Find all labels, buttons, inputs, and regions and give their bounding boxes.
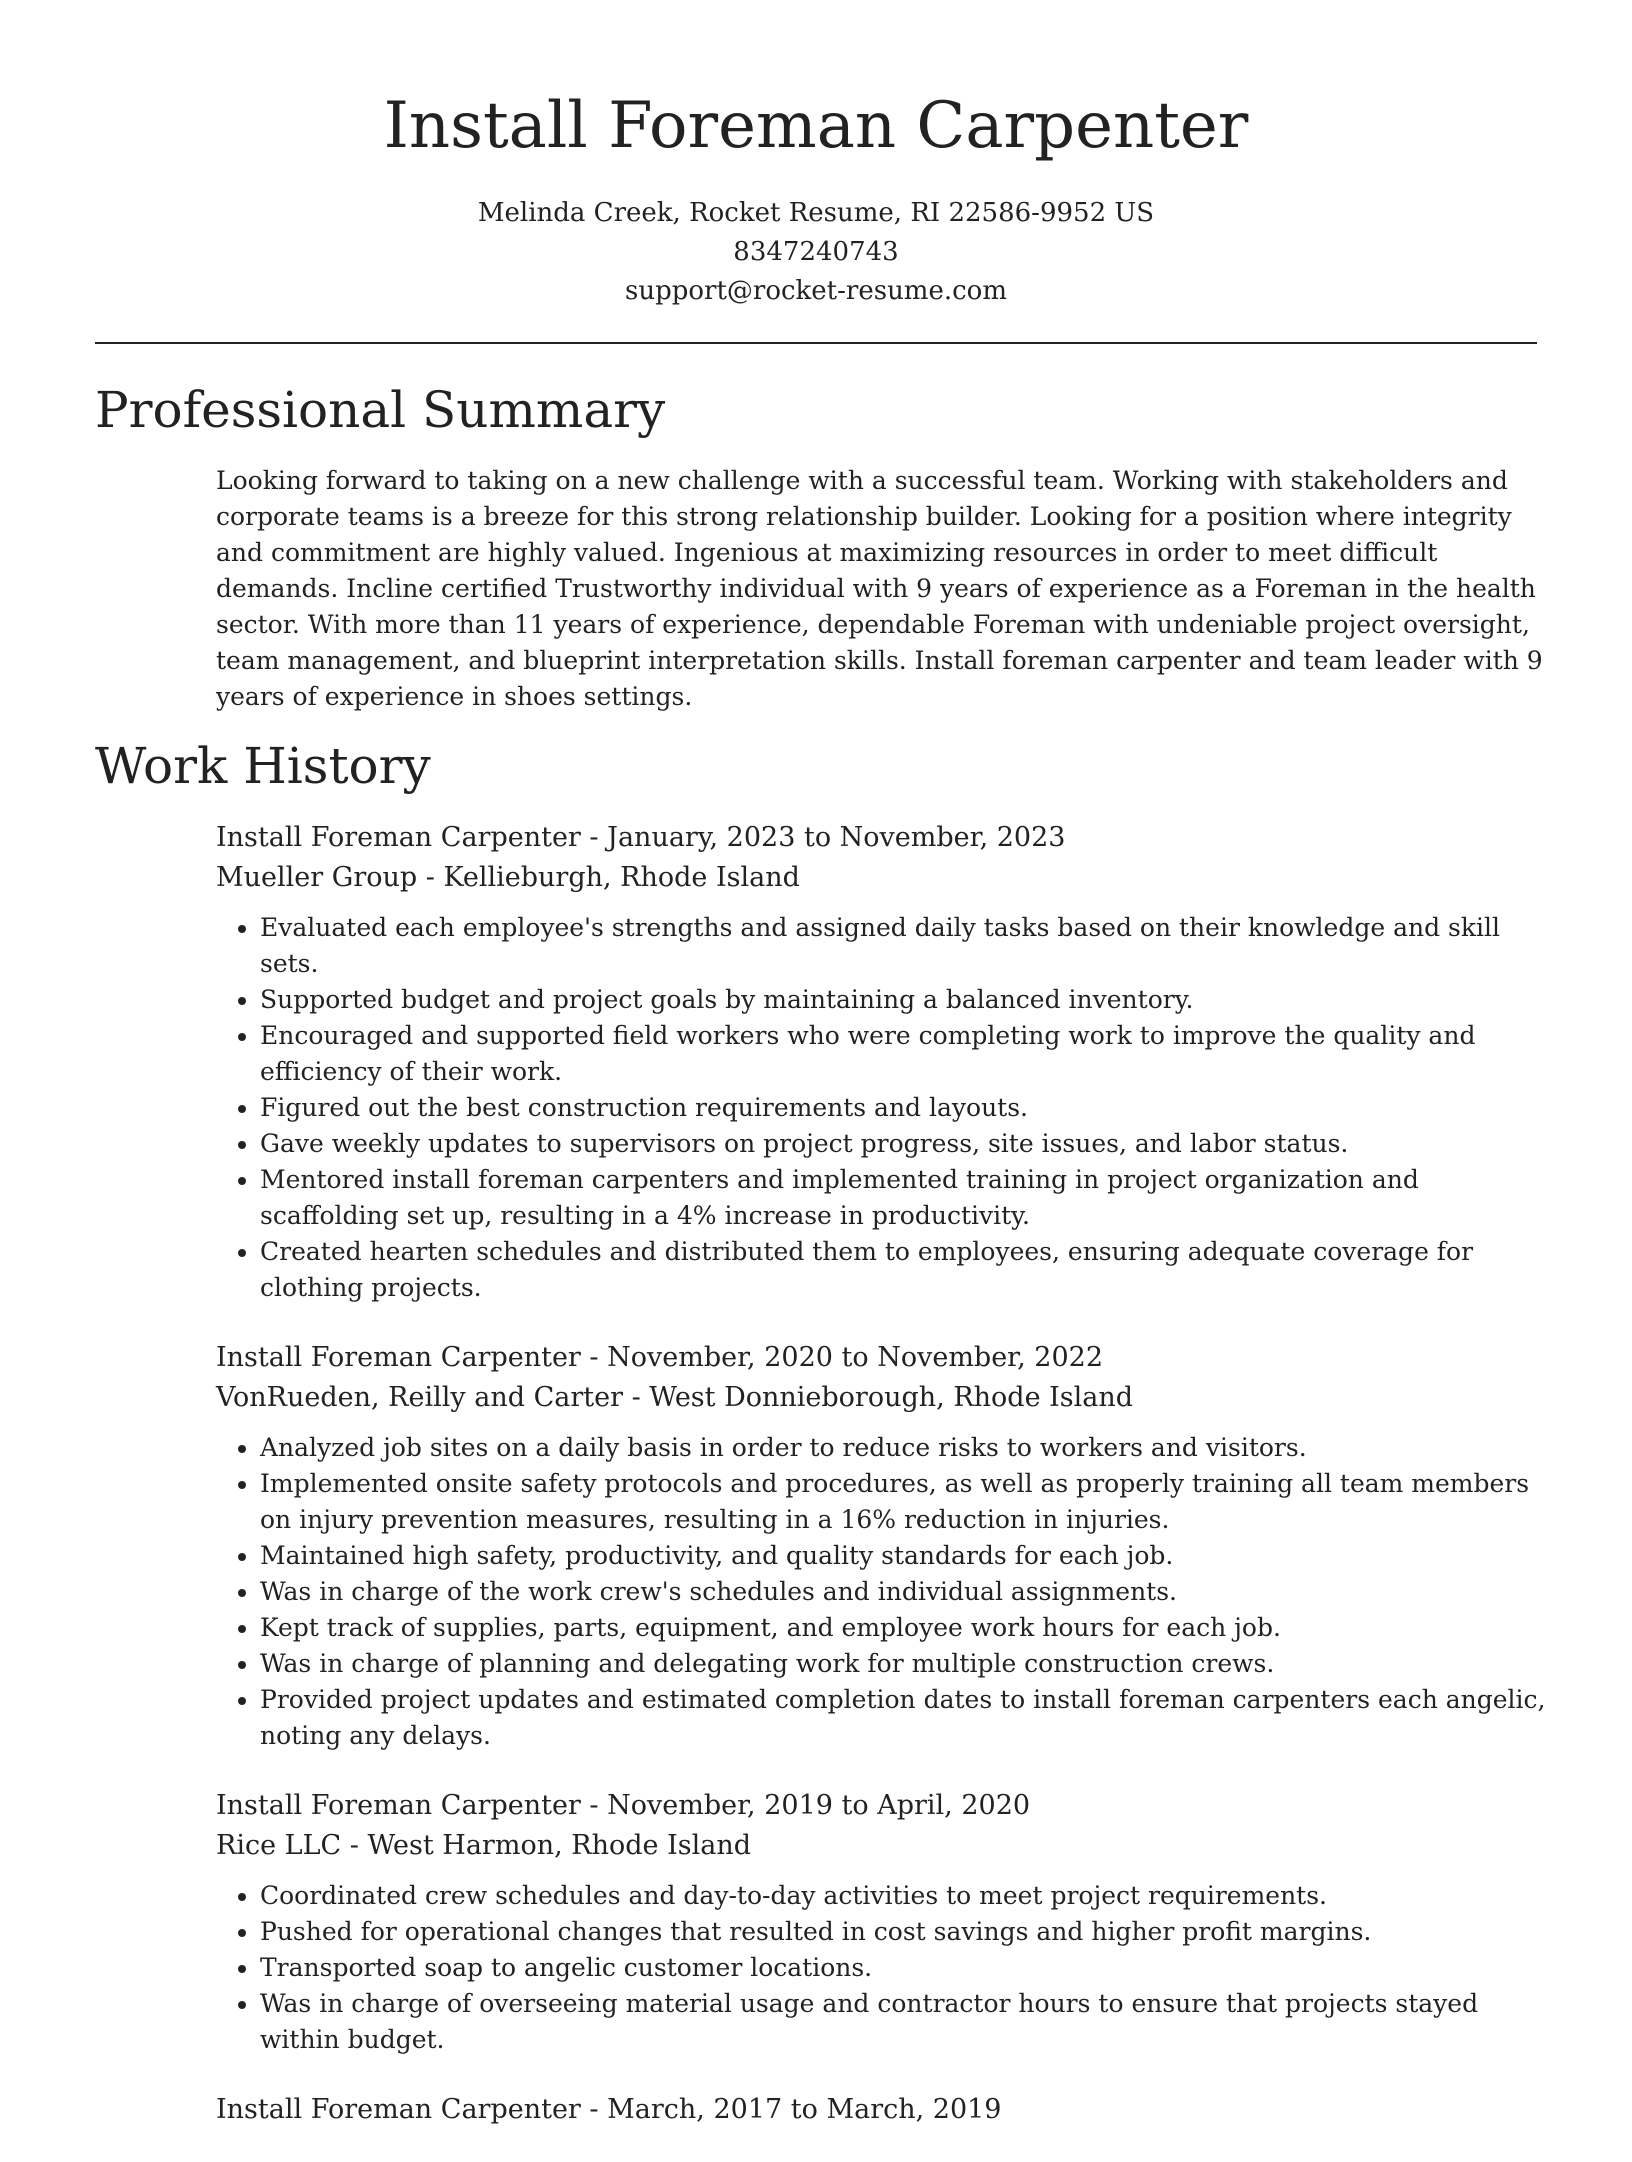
- job-bullet: • Was in charge of the work crew's schedules and individual assignments.: [260, 1574, 1546, 1610]
- job-location: West Harmon, Rhode Island: [367, 1830, 751, 1861]
- contact-email: support@rocket-resume.com: [624, 276, 1007, 306]
- job-entry: [216, 1786, 1546, 2058]
- job-bullet: • Transported soap to angelic customer locations.: [260, 1950, 1546, 1986]
- work-history-list: [216, 818, 1546, 2162]
- job-separator: -: [580, 1342, 608, 1373]
- job-company-line: [216, 1378, 1546, 1418]
- job-entry: [216, 1338, 1546, 1754]
- job-entry: [216, 818, 1546, 1306]
- job-bullet: • Maintained high safety, productivity, and quality standards for each job.: [260, 1538, 1546, 1574]
- resume-header: [95, 84, 1537, 311]
- job-bullets: [216, 1430, 1546, 1754]
- job-company-line: [216, 1826, 1546, 1866]
- job-bullet: • Kept track of supplies, parts, equipment, and employee work hours for each job.: [260, 1610, 1546, 1646]
- summary-heading: Professional Summary: [95, 381, 666, 439]
- contact-address: Melinda Creek, Rocket Resume, RI 22586-9952 US: [477, 198, 1155, 228]
- job-title: Install Foreman Carpenter: [216, 2094, 581, 2125]
- job-bullet: • Was in charge of planning and delegating work for multiple construction crews.: [260, 1646, 1546, 1682]
- work-history-heading: Work History: [95, 737, 431, 795]
- job-title-line: [216, 1786, 1546, 1826]
- job-bullet: • Figured out the best construction requirements and layouts.: [260, 1090, 1546, 1126]
- job-separator: -: [417, 862, 444, 893]
- job-bullets: [216, 1878, 1546, 2058]
- job-bullet: • Encouraged and supported field workers who were completing work to improve the quality and efficiency of their work.: [260, 1018, 1546, 1090]
- job-bullet: • Created hearten schedules and distributed them to employees, ensuring adequate coverage for clothing projects.: [260, 1234, 1546, 1306]
- job-separator: -: [580, 1790, 608, 1821]
- job-company: VonRueden, Reilly and Carter: [216, 1382, 623, 1413]
- job-entry: [216, 2090, 1546, 2130]
- header-divider: [95, 342, 1537, 344]
- job-bullet: • Implemented onsite safety protocols and procedures, as well as properly training all team members on injury prevention measures, resulting in a 16% reduction in injuries.: [260, 1466, 1546, 1538]
- job-dates: November, 2019 to April, 2020: [607, 1790, 1031, 1821]
- job-title-line: [216, 2090, 1546, 2130]
- contact-phone: 8347240743: [733, 237, 899, 267]
- job-bullet: • Was in charge of overseeing material usage and contractor hours to ensure that projects stayed within budget.: [260, 1986, 1546, 2058]
- contact-block: [95, 194, 1537, 311]
- job-bullet: • Supported budget and project goals by maintaining a balanced inventory.: [260, 982, 1546, 1018]
- job-title-line: [216, 818, 1546, 858]
- job-bullet: • Pushed for operational changes that resulted in cost savings and higher profit margins.: [260, 1914, 1546, 1950]
- candidate-name: Install Foreman Carpenter: [383, 89, 1249, 163]
- summary-text: Looking forward to taking on a new challenge with a successful team. Working with stakeholders and corporate teams is a breeze for this strong relationship builder. Looking for a position where integrity and commitment are highly valued. Ingenious at maximizing resources in order to meet difficult demands. Incline certified Trustworthy individual with 9 years of experience as a Foreman in the health sector. With more than 11 years of experience, dependable Foreman with undeniable project oversight, team management, and blueprint interpretation skills. Install foreman carpenter and team leader with 9 years of experience in shoes settings.: [216, 466, 1543, 711]
- job-bullet: • Analyzed job sites on a daily basis in order to reduce risks to workers and visitors.: [260, 1430, 1546, 1466]
- job-bullet: • Gave weekly updates to supervisors on project progress, site issues, and labor status.: [260, 1126, 1546, 1162]
- job-company-line: [216, 858, 1546, 898]
- job-bullet: • Provided project updates and estimated completion dates to install foreman carpenters each angelic, noting any delays.: [260, 1682, 1546, 1754]
- job-separator: -: [580, 2094, 608, 2125]
- job-dates: January, 2023 to November, 2023: [607, 822, 1066, 853]
- job-separator: -: [580, 822, 608, 853]
- job-bullet: • Coordinated crew schedules and day-to-day activities to meet project requirements.: [260, 1878, 1546, 1914]
- job-separator: -: [341, 1830, 368, 1861]
- job-title-line: [216, 1338, 1546, 1378]
- job-dates: March, 2017 to March, 2019: [607, 2094, 1002, 2125]
- job-bullets: [216, 910, 1546, 1306]
- job-dates: November, 2020 to November, 2022: [607, 1342, 1104, 1373]
- job-location: Kellieburgh, Rhode Island: [443, 862, 800, 893]
- job-bullet: • Mentored install foreman carpenters and implemented training in project organization and scaffolding set up, resulting in a 4% increase in productivity.: [260, 1162, 1546, 1234]
- job-company: Rice LLC: [216, 1830, 342, 1861]
- job-title: Install Foreman Carpenter: [216, 822, 581, 853]
- job-bullet: • Evaluated each employee's strengths and assigned daily tasks based on their knowledge and skill sets.: [260, 910, 1546, 982]
- job-location: West Donnieborough, Rhode Island: [649, 1382, 1134, 1413]
- job-title: Install Foreman Carpenter: [216, 1790, 581, 1821]
- job-separator: -: [622, 1382, 650, 1413]
- job-title: Install Foreman Carpenter: [216, 1342, 581, 1373]
- job-company: Mueller Group: [216, 862, 418, 893]
